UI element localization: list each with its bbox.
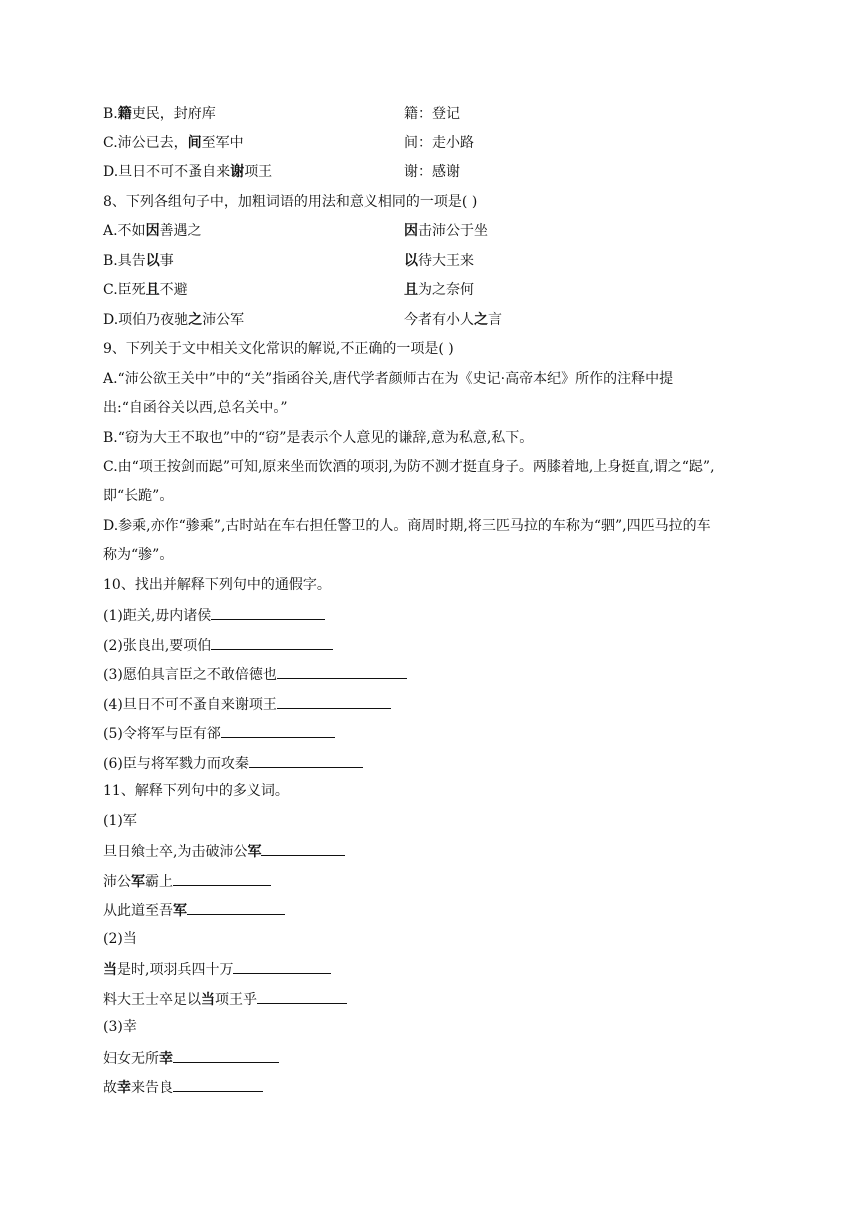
q9-option-a-line2: 出:“自函谷关以西,总名关中。” <box>103 400 288 416</box>
q7-option-d: D.旦日不可不蚤自来谢项王 <box>103 164 273 180</box>
q8-option-d-pair: 今者有小人之言 <box>404 312 502 328</box>
answer-blank[interactable] <box>173 1077 263 1092</box>
answer-blank[interactable] <box>187 900 285 915</box>
q11-group-1-heading: (1)军 <box>103 813 137 829</box>
q10-item-4: (4)旦日不可不蚤自来谢项王 <box>103 694 391 714</box>
answer-blank[interactable] <box>211 635 333 650</box>
q8-option-a: A.不如因善遇之 <box>103 223 202 239</box>
q7-option-c-gloss: 间：走小路 <box>404 135 474 151</box>
q9-option-a-line1: A.“沛公欲王关中”中的“关”指函谷关,唐代学者颜师古在为《史记·高帝本纪》所作的注释中提 <box>103 371 674 387</box>
answer-blank[interactable] <box>277 694 391 709</box>
answer-blank[interactable] <box>173 871 271 886</box>
q11-g3-sentence-2: 故幸来告良 <box>103 1077 263 1097</box>
q8-stem: 8、下列各组句子中，加粗词语的用法和意义相同的一项是( ) <box>103 194 478 210</box>
q8-option-b: B.具告以事 <box>103 253 174 269</box>
q7-option-c: C.沛公已去，间至军中 <box>103 135 244 151</box>
q9-option-b: B.“窃为大王不取也”中的“窃”是表示个人意见的谦辞,意为私意,私下。 <box>103 430 534 446</box>
q9-option-c-line2: 即“长跪”。 <box>103 488 174 504</box>
answer-blank[interactable] <box>221 723 335 738</box>
q11-group-2-heading: (2)当 <box>103 931 137 947</box>
q7-option-d-gloss: 谢：感谢 <box>404 164 460 180</box>
answer-blank[interactable] <box>257 989 347 1004</box>
answer-blank[interactable] <box>277 664 407 679</box>
answer-blank[interactable] <box>261 841 345 856</box>
q9-stem: 9、下列关于文中相关文化常识的解说,不正确的一项是( ) <box>103 341 454 357</box>
q8-option-b-pair: 以待大王来 <box>404 253 474 269</box>
q11-group-3-heading: (3)幸 <box>103 1019 137 1035</box>
answer-blank[interactable] <box>173 1048 279 1063</box>
q10-stem: 10、找出并解释下列句中的通假字。 <box>103 577 331 593</box>
q11-g1-sentence-1: 旦日飨士卒,为击破沛公军 <box>103 841 345 861</box>
q7-option-b: B.籍吏民，封府库 <box>103 106 216 122</box>
q9-option-d-line2: 称为“骖”。 <box>103 547 174 563</box>
q11-g3-sentence-1: 妇女无所幸 <box>103 1048 279 1068</box>
q10-item-2: (2)张良出,要项伯 <box>103 635 333 655</box>
q8-option-c-pair: 且为之奈何 <box>404 282 474 298</box>
q9-option-d-line1: D.参乘,亦作“骖乘”,古时站在车右担任警卫的人。商周时期,将三匹马拉的车称为“驷”,四匹马拉的车 <box>103 518 711 534</box>
answer-blank[interactable] <box>233 959 331 974</box>
q10-item-1: (1)距关,毋内诸侯 <box>103 605 325 625</box>
q8-option-a-pair: 因击沛公于坐 <box>404 223 488 239</box>
answer-blank[interactable] <box>249 753 363 768</box>
q9-option-c-line1: C.由“项王按剑而跽”可知,原来坐而饮酒的项羽,为防不测才挺直身子。两膝着地,上身挺直,谓之“跽”, <box>103 459 715 475</box>
q11-g1-sentence-2: 沛公军霸上 <box>103 871 271 891</box>
q10-item-5: (5)令将军与臣有郤 <box>103 723 335 743</box>
q8-option-d: D.项伯乃夜驰之沛公军 <box>103 312 245 328</box>
q11-g1-sentence-3: 从此道至吾军 <box>103 900 285 920</box>
q11-g2-sentence-1: 当是时,项羽兵四十万 <box>103 959 331 979</box>
q8-option-c: C.臣死且不避 <box>103 282 188 298</box>
q11-stem: 11、解释下列句中的多义词。 <box>103 783 289 799</box>
q11-g2-sentence-2: 料大王士卒足以当项王乎 <box>103 989 347 1009</box>
answer-blank[interactable] <box>211 605 325 620</box>
q10-item-6: (6)臣与将军戮力而攻秦 <box>103 753 363 773</box>
q10-item-3: (3)愿伯具言臣之不敢倍德也 <box>103 664 407 684</box>
q7-option-b-gloss: 籍：登记 <box>404 106 460 122</box>
